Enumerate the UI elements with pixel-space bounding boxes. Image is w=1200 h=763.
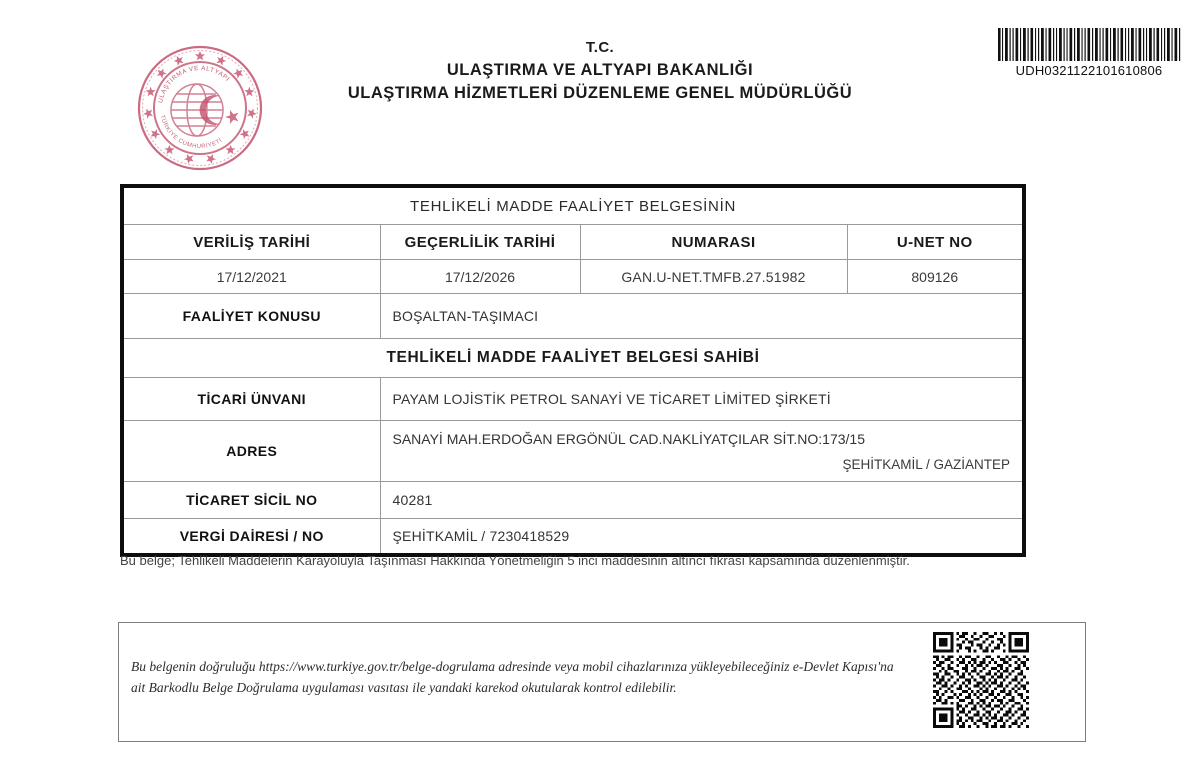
value-adres <box>380 421 1024 482</box>
value-ticari-unvani: PAYAM LOJİSTİK PETROL SANAYİ VE TİCARET LİMİTED ŞİRKETİ <box>380 378 1024 421</box>
value-vergi-dairesi-no: ŞEHİTKAMİL / 7230418529 <box>380 519 1024 556</box>
table-row <box>122 482 1024 519</box>
value-ticaret-sicil-no: 40281 <box>380 482 1024 519</box>
header-gecerlilik-tarihi: GEÇERLİLİK TARİHİ <box>380 225 580 260</box>
value-gecerlilik-tarihi: 17/12/2026 <box>380 260 580 294</box>
table-row <box>122 186 1024 225</box>
ministry-title-block <box>300 38 900 105</box>
title-ministry: ULAŞTIRMA VE ALTYAPI BAKANLIĞI <box>446 61 754 79</box>
label-ticaret-sicil-no: TİCARET SİCİL NO <box>122 482 380 519</box>
header-unet-no: U-NET NO <box>847 225 1024 260</box>
title-directorate: ULAŞTIRMA HİZMETLERİ DÜZENLEME GENEL MÜDÜRLÜĞÜ <box>347 84 853 102</box>
table-row <box>122 519 1024 556</box>
barcode-bars-icon <box>996 28 1182 61</box>
header-numarasi: NUMARASI <box>580 225 847 260</box>
table-row <box>122 294 1024 339</box>
label-ticari-unvani: TİCARİ ÜNVANI <box>122 378 380 421</box>
ministry-seal-icon <box>124 44 276 172</box>
verification-qr-code <box>933 631 1029 729</box>
certificate-title-cell: TEHLİKELİ MADDE FAALİYET BELGESİNİN <box>122 186 1024 225</box>
adres-line-1: SANAYİ MAH.ERDOĞAN ERGÖNÜL CAD.NAKLİYATÇILAR SİT.NO:173/15 <box>392 431 865 447</box>
table-row <box>122 339 1024 378</box>
table-row <box>122 260 1024 294</box>
owner-section-title: TEHLİKELİ MADDE FAALİYET BELGESİ SAHİBİ <box>122 339 1024 378</box>
title-tc: T.C. <box>585 39 615 56</box>
verification-text: Bu belgenin doğruluğu https://www.turkiye.gov.tr/belge-dogrulama adresinde veya mobil cihazlarınıza yükleyebileceğiniz e-Devlet Kapısı'na ait Barkodlu Belge Doğrulama uygulaması vasıtası ile yandaki karekod okutularak kontrol edilebilir. <box>131 659 894 695</box>
table-row <box>122 225 1024 260</box>
svg-text:TÜRKİYE CUMHURİYETİ: TÜRKİYE CUMHURİYETİ <box>158 114 224 151</box>
table-row <box>122 421 1024 482</box>
barcode-number: UDH0321122101610806 <box>1015 63 1163 78</box>
label-faaliyet-konusu: FAALİYET KONUSU <box>122 294 380 339</box>
certificate-table <box>120 184 1026 557</box>
label-vergi-dairesi-no: VERGİ DAİRESİ / NO <box>122 519 380 556</box>
value-faaliyet-konusu: BOŞALTAN-TAŞIMACI <box>380 294 1024 339</box>
regulation-footnote: Bu belge; Tehlikeli Maddelerin Karayoluyla Taşınması Hakkında Yönetmeliğin 5 inci maddesinin altıncı fıkrası kapsamında düzenlenmiştir. <box>120 553 910 568</box>
value-unet-no: 809126 <box>847 260 1024 294</box>
svg-text:ULAŞTIRMA VE ALTYAPI: ULAŞTIRMA VE ALTYAPI <box>157 64 231 104</box>
value-numarasi: GAN.U-NET.TMFB.27.51982 <box>580 260 847 294</box>
verification-box <box>118 622 1086 742</box>
value-verilis-tarihi: 17/12/2021 <box>122 260 380 294</box>
header-verilis-tarihi: VERİLİŞ TARİHİ <box>122 225 380 260</box>
document-header <box>0 0 1200 180</box>
adres-line-2: ŞEHİTKAMİL / GAZİANTEP <box>842 457 1010 472</box>
table-row <box>122 378 1024 421</box>
label-adres: ADRES <box>122 421 380 482</box>
barcode <box>996 28 1182 78</box>
